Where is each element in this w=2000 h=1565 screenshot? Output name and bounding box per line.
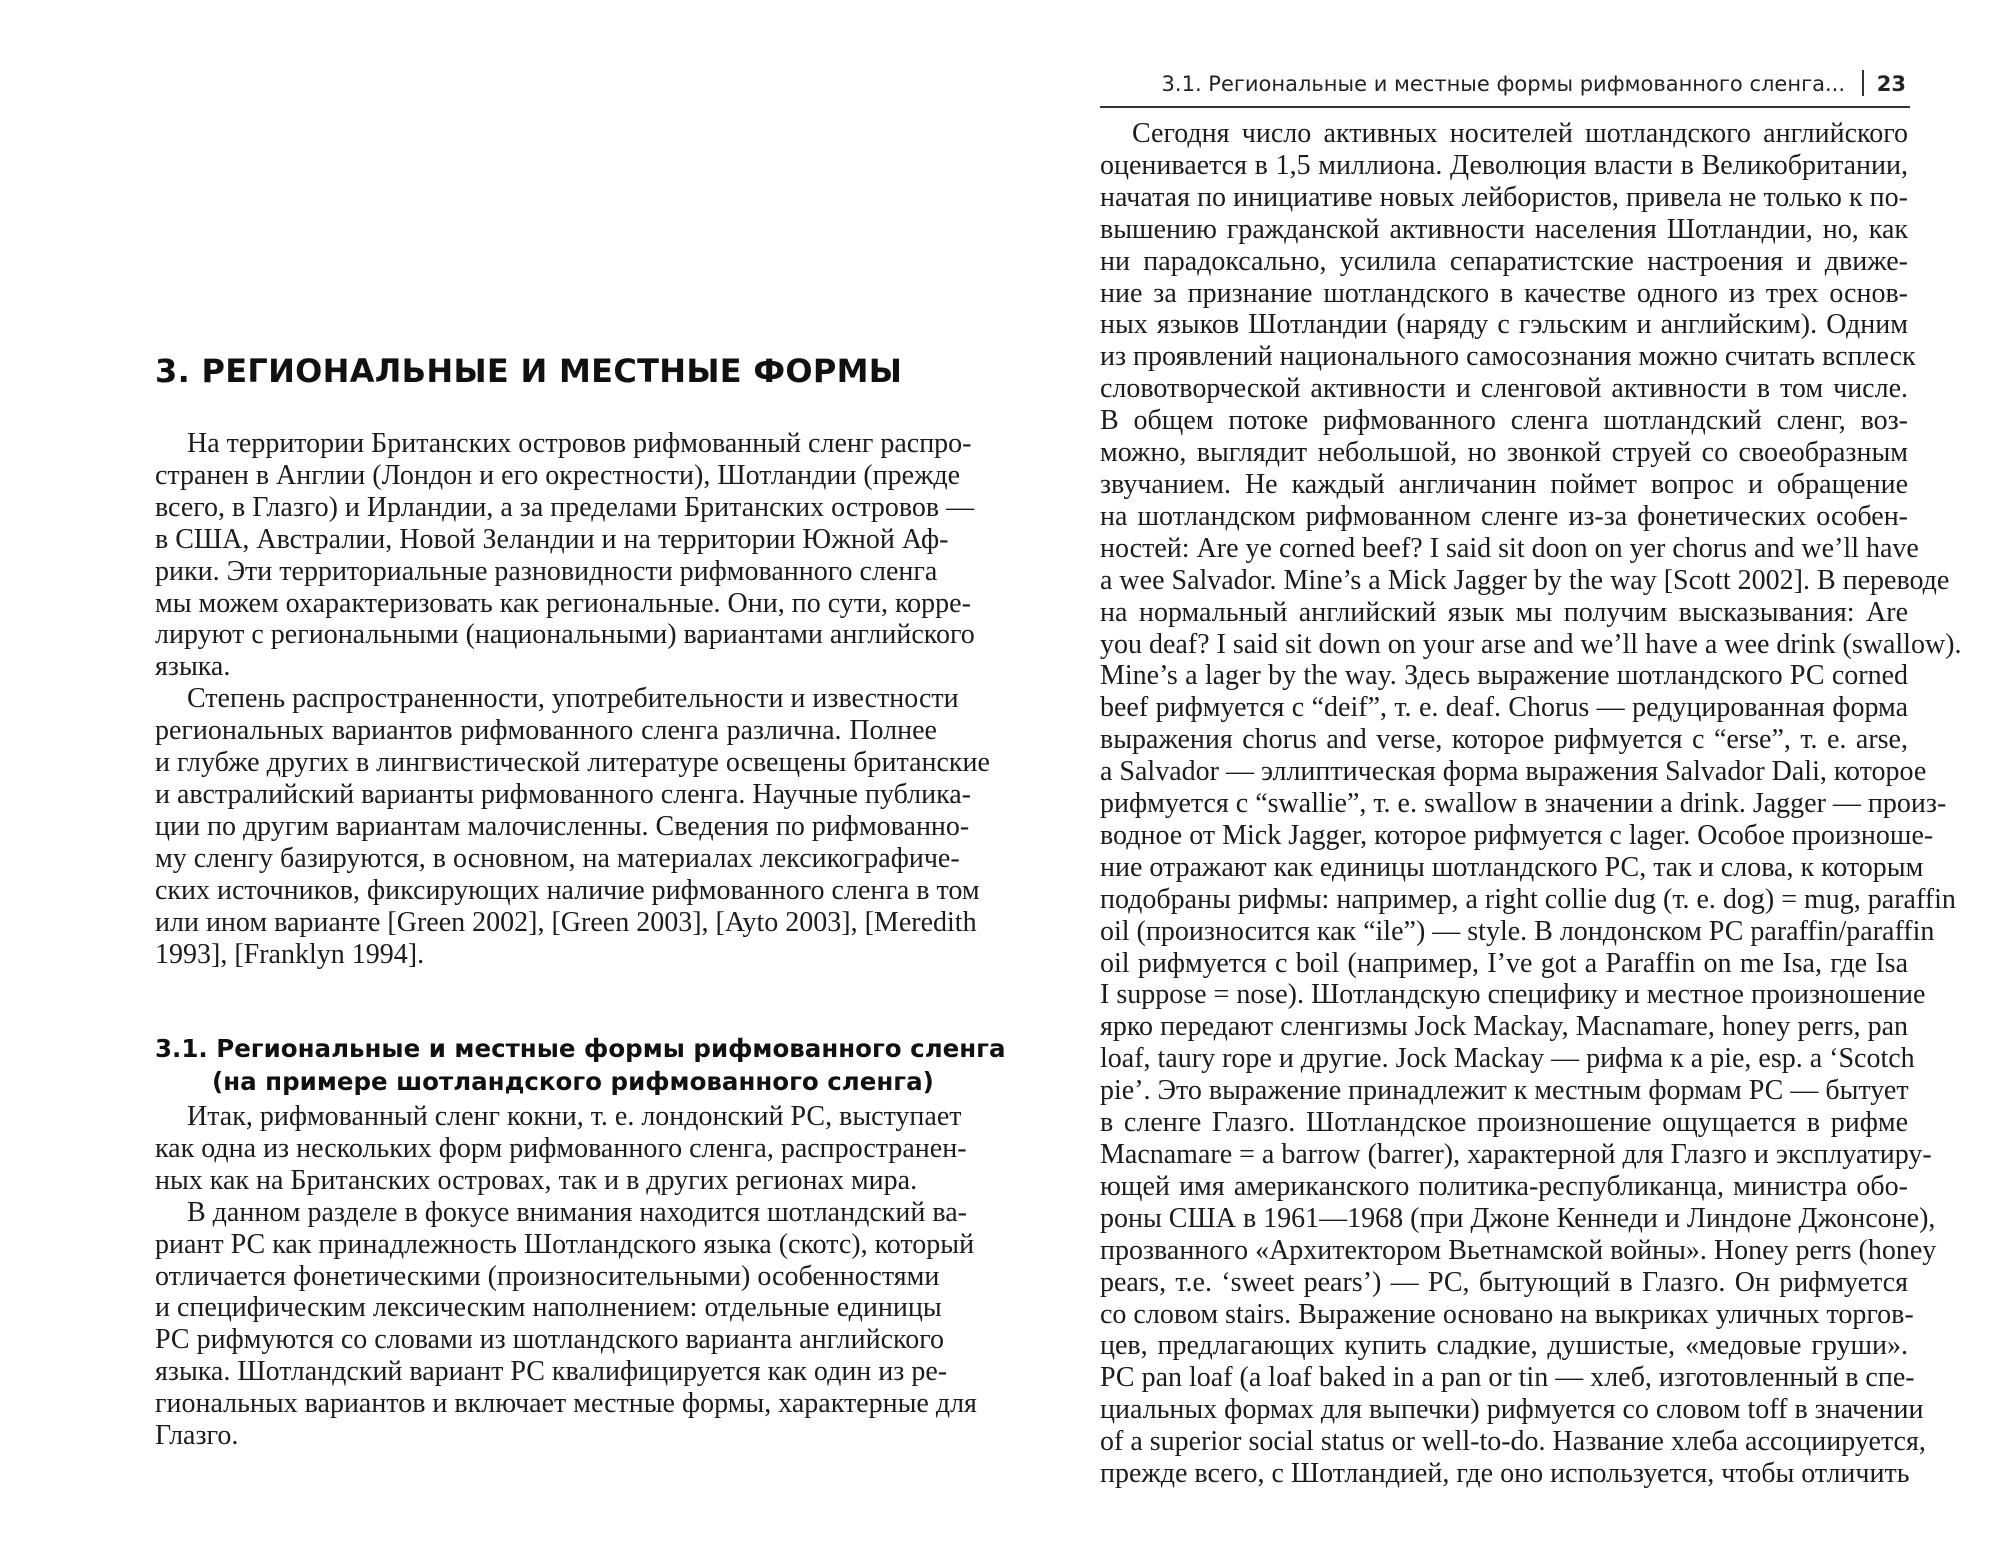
text-line: циальных формах для выпечки) рифмуется со словом toff в значении	[1100, 1394, 1924, 1426]
text-line: of a superior social status or well-to-do. Название хлеба ассоциируется,	[1100, 1426, 1926, 1458]
text-line: a Salvador — эллиптическая форма выражения Salvador Dali, которое	[1100, 756, 1927, 788]
text-line: на шотландском рифмованном сленге из-за фонетических особен-	[1100, 500, 1908, 532]
text-line: прозванного «Архитектором Вьетнамской войны». Honey perrs (honey	[1100, 1234, 1937, 1266]
right-page-text	[1100, 118, 1962, 1490]
text-line: и австралийский варианты рифмованного сленга. Научные публика-	[155, 778, 972, 810]
text-line: you deaf? I said sit down on your arse and we’ll have a wee drink (swallow).	[1100, 628, 1962, 660]
text-line: ции по другим вариантам малочисленны. Сведения по рифмованно-	[155, 810, 970, 842]
intro-text	[155, 428, 990, 970]
section-title-line-2: (на примере шотландского рифмованного сленга)	[212, 1067, 934, 1096]
text-line: loaf, taury rope и другие. Jock Mackay — рифма к a pie, esp. a ‘Scotch	[1100, 1043, 1915, 1075]
text-line: прежде всего, с Шотландией, где оно используется, чтобы отличить	[1100, 1458, 1910, 1490]
text-line: оценивается в 1,5 миллиона. Деволюция власти в Великобритании,	[1100, 149, 1908, 181]
text-line: I suppose = nose). Шотландскую специфику и местное произношение	[1100, 979, 1926, 1011]
text-line: На территории Британских островов рифмованный сленг распро-	[187, 428, 972, 459]
page-number: 23	[1876, 72, 1906, 96]
text-line: как одна из нескольких форм рифмованного сленга, распространен-	[155, 1132, 967, 1164]
text-line: ни парадоксально, усилила сепаратистские настроения и движе-	[1100, 245, 1908, 277]
chapter-title: 3. РЕГИОНАЛЬНЫЕ И МЕСТНЫЕ ФОРМЫ	[155, 352, 903, 390]
text-line: региональных вариантов рифмованного сленга различна. Полнее	[155, 715, 937, 747]
text-line: ние отражают как единицы шотландского РС, так и слова, к которым	[1100, 851, 1924, 883]
text-line: и глубже других в лингвистической литературе освещены британские	[155, 747, 990, 779]
text-line: подобраны рифмы: например, a right collie dug (т. е. dog) = mug, paraffin	[1100, 883, 1956, 915]
text-line: языка.	[155, 651, 231, 683]
right-page	[1000, 0, 2000, 1565]
text-line: pie’. Это выражение принадлежит к местным формам РС — бытует	[1100, 1075, 1909, 1107]
text-line: рики. Эти территориальные разновидности рифмованного сленга	[155, 555, 938, 587]
section-title	[155, 1032, 1006, 1098]
text-line: выражения chorus and verse, которое рифмуется с “erse”, т. е. arse,	[1100, 724, 1908, 756]
text-line: языка. Шотландский вариант РС квалифицируется как один из ре-	[155, 1356, 948, 1388]
text-line: и специфическим лексическим наполнением: отдельные единицы	[155, 1292, 942, 1324]
text-line: звучанием. Не каждый англичанин поймет вопрос и обращение	[1100, 468, 1908, 500]
text-line: вышению гражданской активности населения Шотландии, но, как	[1100, 213, 1908, 245]
text-line: Итак, рифмованный сленг кокни, т. е. лондонский РС, выступает	[187, 1101, 962, 1132]
text-line: oil (произносится как “ile”) — style. В лондонском РС paraffin/paraffin	[1100, 915, 1935, 947]
text-line: ние за признание шотландского в качестве одного из трех основ-	[1100, 277, 1908, 309]
running-head-title: 3.1. Региональные и местные формы рифмованного сленга...	[1161, 72, 1845, 96]
text-line: словотворческой активности и сленговой активности в том числе.	[1100, 373, 1908, 405]
text-line: Сегодня число активных носителей шотландского английского	[1132, 118, 1908, 149]
text-line: В общем потоке рифмованного сленга шотландский сленг, воз-	[1100, 405, 1908, 437]
text-line: ных языков Шотландии (наряду с гэльским и английским). Одним	[1100, 309, 1908, 341]
text-line: цев, предлагающих купить сладкие, душистые, «медовые груши».	[1100, 1330, 1908, 1362]
text-line: a wee Salvador. Mine’s a Mick Jagger by the way [Scott 2002]. В переводе	[1100, 564, 1950, 596]
text-line: Macnamare = a barrow (barrer), характерной для Глазго и эксплуатиру-	[1100, 1139, 1932, 1170]
text-line: рифмуется с “swallie”, т. е. swallow в значении a drink. Jagger — произ-	[1100, 788, 1947, 820]
text-line: ярко передают сленгизмы Jock Mackay, Macnamare, honey perrs, pan	[1100, 1011, 1908, 1043]
text-line: странен в Англии (Лондон и его окрестности), Шотландии (прежде	[155, 459, 961, 491]
text-line: лируют с региональными (национальными) вариантами английского	[155, 619, 975, 651]
section-title-line-1: 3.1. Региональные и местные формы рифмованного сленга	[155, 1034, 1006, 1063]
text-line: в сленге Глазго. Шотландское произношение ощущается в рифме	[1100, 1107, 1908, 1139]
text-line: Степень распространенности, употребительности и известности	[187, 683, 959, 715]
text-line: начатая по инициативе новых лейбористов, привела не только к по-	[1100, 181, 1908, 213]
text-line: ющей имя американского политика-республиканца, министра обо-	[1100, 1170, 1908, 1202]
text-line: из проявлений национального самосознания можно считать всплеск	[1100, 341, 1916, 373]
text-line: мы можем охарактеризовать как региональные. Они, по сути, корре-	[155, 587, 971, 619]
text-line: риант РС как принадлежность Шотландского языка (скотс), который	[155, 1228, 975, 1260]
text-line: роны США в 1961—1968 (при Джоне Кеннеди и Линдоне Джонсоне),	[1100, 1202, 1936, 1234]
text-line: ностей: Are ye corned beef? I said sit doon on yer chorus and we’ll have	[1100, 532, 1919, 564]
paragraph-4	[155, 1196, 977, 1452]
text-line: Глазго.	[155, 1420, 239, 1452]
paragraph-3	[155, 1101, 967, 1197]
text-line: РС pan loaf (a loaf baked in a pan or tin — хлеб, изготовленный в спе-	[1100, 1362, 1915, 1394]
text-line: со словом stairs. Выражение основано на выкриках уличных торгов-	[1100, 1298, 1914, 1330]
text-line: в США, Австралии, Новой Зеландии и на территории Южной Аф-	[155, 523, 949, 555]
text-line: РС рифмуются со словами из шотландского варианта английского	[155, 1324, 944, 1356]
text-line: на нормальный английский язык мы получим высказывания: Are	[1100, 596, 1908, 628]
running-head	[1100, 68, 1910, 108]
text-line: можно, выглядит небольшой, но звонкой струей со своеобразным	[1100, 437, 1908, 469]
text-line: beef рифмуется с “deif”, т. е. deaf. Chorus — редуцированная форма	[1100, 692, 1908, 724]
text-line: гиональных вариантов и включает местные формы, характерные для	[155, 1388, 977, 1420]
text-line: всего, в Глазго) и Ирландии, а за пределами Британских островов —	[155, 491, 975, 523]
paragraph-1	[155, 428, 975, 683]
paragraph-2	[155, 683, 990, 970]
running-head-separator	[1862, 70, 1864, 96]
text-line: му сленгу базируются, в основном, на материалах лексикографиче-	[155, 842, 960, 874]
text-line: или ином варианте [Green 2002], [Green 2003], [Ayto 2003], [Meredith	[155, 906, 977, 938]
text-line: 1993], [Franklyn 1994].	[155, 938, 425, 970]
text-line: ных как на Британских островах, так и в других регионах мира.	[155, 1164, 918, 1196]
text-line: В данном разделе в фокусе внимания находится шотландский ва-	[187, 1196, 967, 1228]
text-line: водное от Mick Jagger, которое рифмуется с lager. Особое произноше-	[1100, 819, 1934, 851]
text-line: ских источников, фиксирующих наличие рифмованного сленга в том	[155, 874, 980, 906]
text-line: oil рифмуется с boil (например, I’ve got a Paraffin on me Isa, где Isa	[1100, 947, 1908, 979]
text-line: Mine’s a lager by the way. Здесь выражение шотландского РС corned	[1100, 660, 1908, 692]
text-line: отличается фонетическими (произносительными) особенностями	[155, 1260, 940, 1292]
text-line: pears, т.е. ‘sweet pears’) — РС, бытующий в Глазго. Он рифмуется	[1100, 1266, 1908, 1298]
section-text	[155, 1101, 977, 1452]
